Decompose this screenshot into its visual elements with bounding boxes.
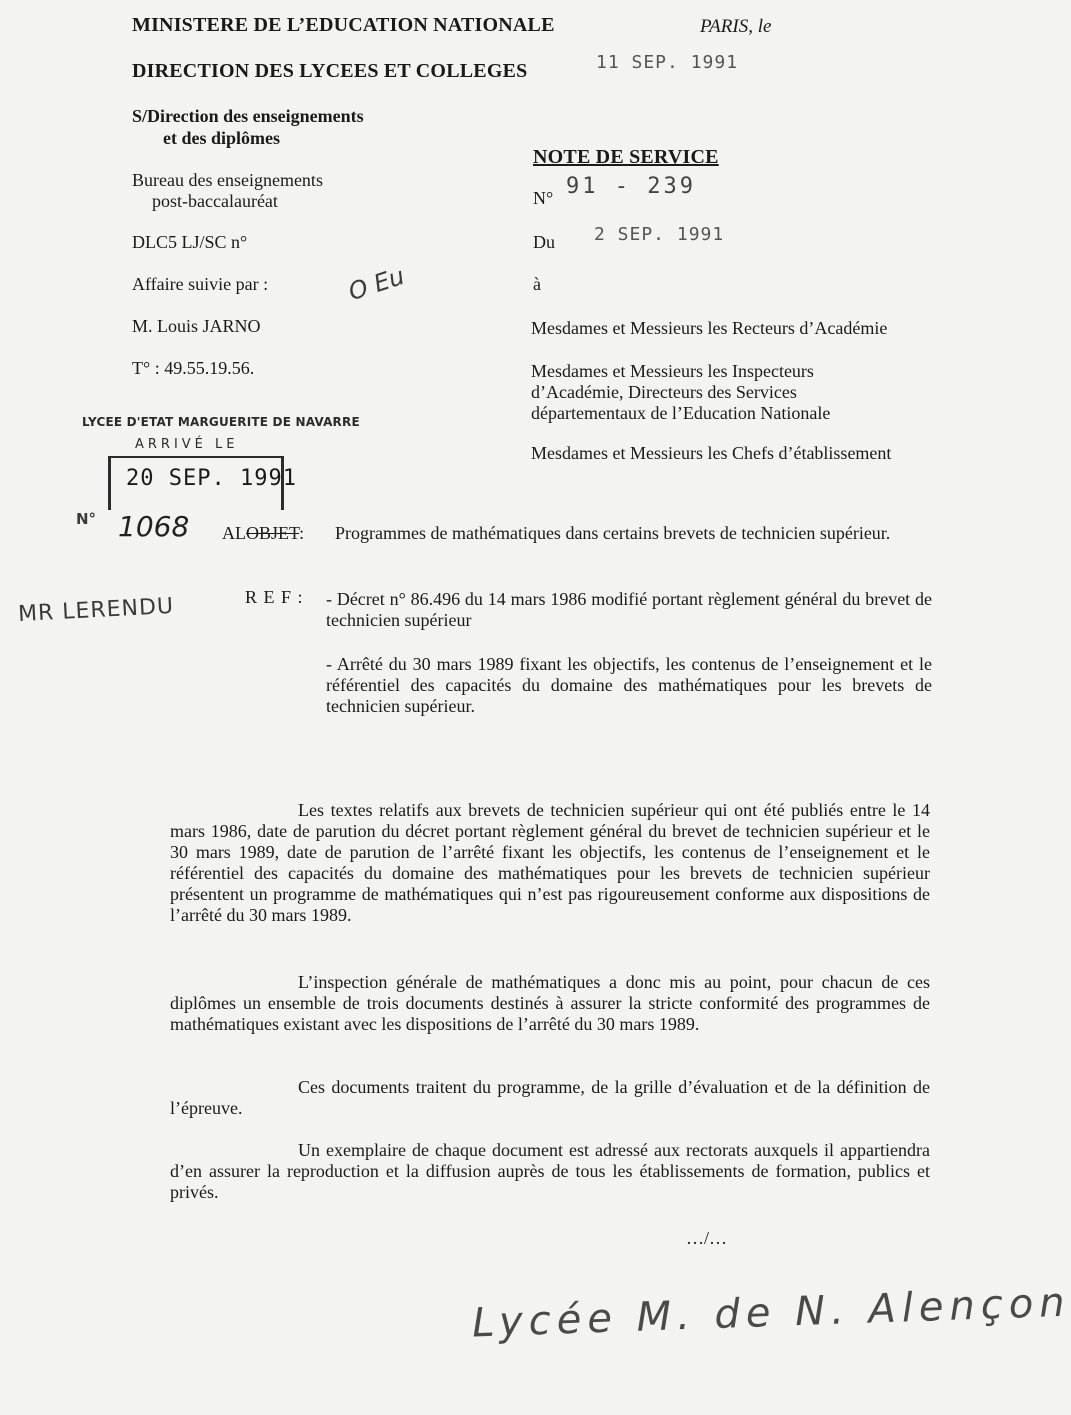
subdirection-line2: et des diplômes (163, 128, 280, 148)
bureau-line1: Bureau des enseignements (132, 170, 323, 190)
body-paragraph-3 (170, 1077, 930, 1119)
objet-label-suffix: : (299, 523, 305, 543)
note-du-value: 2 SEP. 1991 (594, 224, 725, 245)
reference-code: DLC5 LJ/SC n° (132, 232, 248, 252)
note-number-label: N° (533, 188, 554, 208)
recipient-heads: Mesdames et Messieurs les Chefs d’établissement (531, 443, 892, 463)
handwritten-bottom-note: Lycée M. de N. Alençon (471, 1279, 1071, 1347)
arrival-stamp-date: 20 SEP. 1991 (126, 466, 297, 491)
recipient-inspectors-l2: d’Académie, Directeurs des Services (531, 382, 797, 402)
objet-label-prefix: AL (222, 523, 246, 543)
phone-number: T° : 49.55.19.56. (132, 358, 255, 378)
note-a-label: à (533, 274, 541, 294)
handwritten-scribble: O Eu (345, 261, 408, 307)
city-date-label: PARIS, le (700, 16, 772, 37)
note-number-value: 91 - 239 (566, 174, 696, 199)
body-paragraph-4-text: Un exemplaire de chaque document est adressé aux rectorats auxquels il appartiendra d’en assurer la reproduction et la diffusion auprès de tous les établissements de formation, publics et privés. (170, 1140, 930, 1202)
arrival-number-label: N° (76, 510, 97, 528)
continuation-mark: …/… (686, 1228, 728, 1248)
ref-label: R E F : (245, 587, 304, 607)
recipient-rectors: Mesdames et Messieurs les Recteurs d’Académie (531, 318, 888, 338)
note-du-label: Du (533, 232, 555, 252)
arrival-number-value: 1068 (118, 510, 190, 543)
body-paragraph-1-text: Les textes relatifs aux brevets de technicien supérieur qui ont été publiés entre le 14 mars 1986, date de parution du décret portant règlement général du brevet de technicien supérieur et le 30 mars 1989, date de parution de l’arrêté fixant les objectifs, les contenus de l’enseignement et le référentiel des capacités du domaine des mathématiques pour les brevets de technicien supérieur présentent un programme de mathématiques qui n’est pas rigoureusement conforme aux dispositions de l’arrêté du 30 mars 1989. (170, 800, 930, 925)
objet-label (222, 523, 304, 544)
recipient-inspectors-l3: départementaux de l’Education Nationale (531, 403, 831, 423)
bureau-line2: post-baccalauréat (152, 191, 278, 211)
subdirection-line1: S/Direction des enseignements (132, 106, 364, 126)
ref-item-1: - Décret n° 86.496 du 14 mars 1986 modifié portant règlement général du brevet de technicien supérieur (326, 589, 932, 630)
ministry-heading: MINISTERE DE L’EDUCATION NATIONALE (132, 14, 555, 36)
arrival-stamp-label: ARRIVÉ LE (135, 437, 239, 452)
margin-handwritten-name: MR LERENDU (17, 593, 175, 628)
arrival-stamp-school: LYCEE D'ETAT MARGUERITE DE NAVARRE (82, 415, 360, 429)
ref-item-2: - Arrêté du 30 mars 1989 fixant les objectifs, les contenus de l’enseignement et le référentiel des capacités du domaine des mathématiques pour les brevets de technicien supérieur. (326, 654, 932, 716)
note-title: NOTE DE SERVICE (533, 146, 719, 168)
body-paragraph-2 (170, 972, 930, 1035)
objet-label-struck: OBJET (246, 523, 300, 543)
objet-text: Programmes de mathématiques dans certains brevets de technicien supérieur. (335, 523, 891, 543)
body-paragraph-2-text: L’inspection générale de mathématiques a donc mis au point, pour chacun de ces diplômes un ensemble de trois documents destinés à assurer la stricte conformité des programmes de mathématiques existant avec les dispositions de l’arrêté du 30 mars 1989. (170, 972, 930, 1034)
followed-by-label: Affaire suivie par : (132, 274, 269, 294)
direction-heading: DIRECTION DES LYCEES ET COLLEGES (132, 60, 528, 82)
contact-name: M. Louis JARNO (132, 316, 261, 336)
recipient-inspectors-l1: Mesdames et Messieurs les Inspecteurs (531, 361, 814, 381)
body-paragraph-4 (170, 1140, 930, 1203)
date-stamp: 11 SEP. 1991 (596, 52, 739, 73)
body-paragraph-1 (170, 800, 930, 926)
body-paragraph-3-text: Ces documents traitent du programme, de la grille d’évaluation et de la définition de l’épreuve. (170, 1077, 930, 1118)
